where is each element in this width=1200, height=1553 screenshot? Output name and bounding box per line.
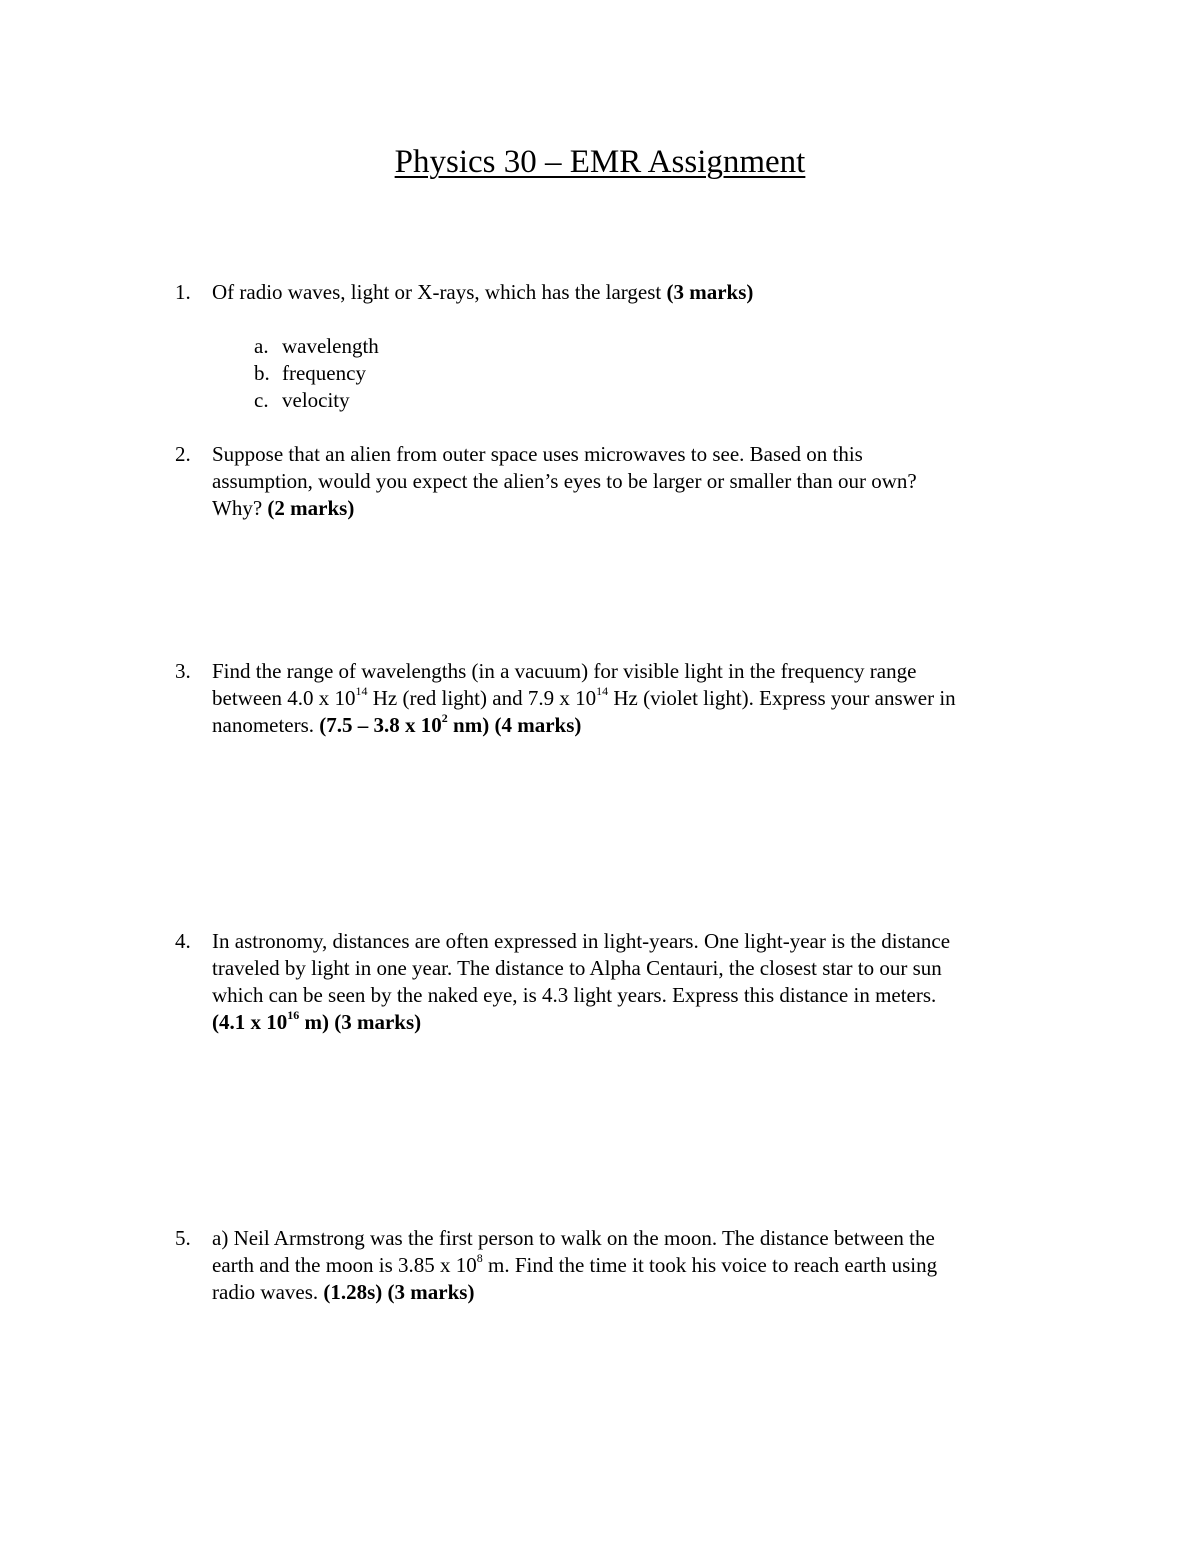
question-text: Of radio waves, light or X-rays, which has the largest bbox=[212, 280, 667, 304]
question-number: 4. bbox=[175, 929, 191, 953]
question-line: Find the range of wavelengths (in a vacuum) for visible light in the frequency range bbox=[212, 659, 917, 683]
question-4 bbox=[175, 928, 1072, 1036]
question-text: nanometers. bbox=[212, 713, 320, 737]
option-text: velocity bbox=[282, 388, 350, 412]
question-5 bbox=[175, 1225, 1072, 1306]
exponent: 16 bbox=[287, 1008, 300, 1022]
question-line bbox=[212, 685, 1072, 712]
question-text: m. Find the time it took his voice to reach earth using bbox=[482, 1253, 938, 1277]
option-text: wavelength bbox=[282, 334, 379, 358]
question-line: a) Neil Armstrong was the first person to walk on the moon. The distance between the bbox=[212, 1226, 935, 1250]
option-letter: c. bbox=[254, 388, 269, 412]
question-text: radio waves. bbox=[212, 1280, 324, 1304]
question-text: Hz (red light) and 7.9 x 10 bbox=[367, 686, 597, 710]
question-line bbox=[212, 1252, 1072, 1279]
question-line bbox=[212, 1279, 1072, 1306]
answer-text: m) (3 marks) bbox=[299, 1010, 422, 1034]
question-text: between 4.0 x 10 bbox=[212, 686, 356, 710]
answer-and-marks bbox=[212, 1010, 421, 1034]
question-number: 1. bbox=[175, 280, 191, 304]
question-marks: (3 marks) bbox=[666, 280, 754, 304]
question-2 bbox=[175, 441, 1072, 522]
question-line: In astronomy, distances are often expressed in light-years. One light-year is the distance bbox=[212, 929, 951, 953]
question-line: assumption, would you expect the alien’s eyes to be larger or smaller than our own? bbox=[212, 469, 917, 493]
exponent: 14 bbox=[596, 684, 609, 698]
question-marks: (2 marks) bbox=[267, 496, 355, 520]
exponent: 14 bbox=[355, 684, 368, 698]
page-title: Physics 30 – EMR Assignment bbox=[394, 144, 806, 180]
exponent: 2 bbox=[441, 711, 448, 725]
question-3 bbox=[175, 658, 1072, 739]
q1-option-b bbox=[254, 360, 882, 387]
option-letter: a. bbox=[254, 334, 269, 358]
answer-and-marks bbox=[319, 713, 581, 737]
question-line bbox=[212, 1009, 1072, 1036]
exponent: 8 bbox=[476, 1251, 483, 1265]
option-letter: b. bbox=[254, 361, 270, 385]
answer-text: (4.1 x 10 bbox=[212, 1010, 288, 1034]
question-line: Suppose that an alien from outer space uses microwaves to see. Based on this bbox=[212, 442, 863, 466]
answer-text: (7.5 – 3.8 x 10 bbox=[319, 713, 442, 737]
q1-option-a bbox=[254, 333, 882, 360]
question-1 bbox=[175, 279, 1072, 306]
question-line bbox=[212, 495, 1072, 522]
question-number: 2. bbox=[175, 442, 191, 466]
question-number: 5. bbox=[175, 1226, 191, 1250]
answer-text: nm) (4 marks) bbox=[447, 713, 582, 737]
question-line bbox=[212, 712, 1072, 739]
question-line: which can be seen by the naked eye, is 4.3 light years. Express this distance in meters. bbox=[212, 983, 937, 1007]
question-text: earth and the moon is 3.85 x 10 bbox=[212, 1253, 477, 1277]
question-line: traveled by light in one year. The distance to Alpha Centauri, the closest star to our sun bbox=[212, 956, 942, 980]
question-number: 3. bbox=[175, 659, 191, 683]
answer-and-marks: (1.28s) (3 marks) bbox=[323, 1280, 475, 1304]
question-text: Hz (violet light). Express your answer in bbox=[608, 686, 956, 710]
question-text: Why? bbox=[212, 496, 268, 520]
q1-option-c bbox=[254, 387, 882, 414]
option-text: frequency bbox=[282, 361, 366, 385]
